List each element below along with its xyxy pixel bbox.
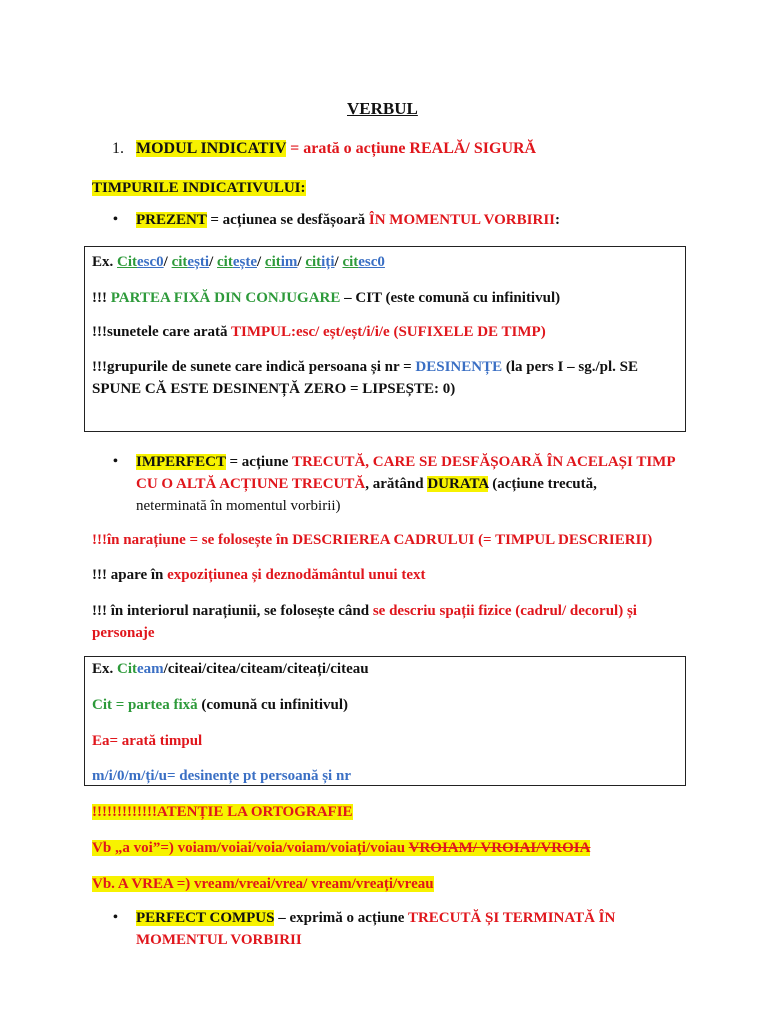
perfect-red1: TRECUTĂ ȘI TERMINATĂ ÎN bbox=[407, 910, 616, 926]
note-4: personaje bbox=[92, 625, 155, 641]
verb-stem: cit bbox=[171, 254, 188, 270]
box1-line2-rest: – CIT (este comună cu infinitivul) bbox=[340, 290, 561, 306]
vb-a-voi bbox=[92, 838, 590, 858]
imperfect-text3: (acțiune trecută, bbox=[488, 476, 597, 492]
note-2-prefix: !!! apare în bbox=[92, 567, 168, 583]
mod-sep: = bbox=[286, 140, 304, 157]
verb-stem: cit bbox=[305, 254, 322, 270]
vb-a-vrea bbox=[92, 874, 434, 894]
perfect-line2: MOMENTUL VORBIRII bbox=[136, 932, 302, 948]
form-separator: / bbox=[209, 254, 218, 270]
imperfect-line2 bbox=[136, 474, 597, 494]
imperfect-text2: , arătând bbox=[365, 476, 428, 492]
mod-desc: arată o acțiune bbox=[303, 140, 410, 157]
perfect-text: – exprimă o acțiune bbox=[274, 910, 408, 926]
box2-line3: Ea= arată timpul bbox=[92, 733, 203, 749]
box1-ex-line bbox=[92, 252, 385, 272]
note-1: !!!în narațiune = se folosește în DESCRIEREA CADRULUI (= TIMPUL DESCRIERII) bbox=[92, 532, 653, 548]
verb-ending: esc0 bbox=[137, 254, 164, 270]
imperfect-line3: neterminată în momentul vorbirii) bbox=[136, 498, 341, 514]
page-title: VERBUL bbox=[347, 99, 418, 118]
prezent-colon: : bbox=[555, 212, 560, 228]
mod-desc-red: REALĂ/ SIGURĂ bbox=[409, 140, 537, 157]
box2-line4: m/i/0/m/ți/u= desinențe pt persoană și nr bbox=[92, 768, 351, 784]
mod-name: MODUL INDICATIV bbox=[136, 140, 287, 157]
perfect-label: PERFECT COMPUS bbox=[136, 910, 275, 926]
box1-line4-rest: (la pers I – sg./pl. SE bbox=[502, 359, 638, 375]
box1-line3-red: TIMPUL:esc/ eșt/eșt/i/i/e (SUFIXELE DE TIMP) bbox=[230, 324, 546, 340]
timpuri-label: TIMPURILE INDICATIVULUI: bbox=[92, 180, 306, 196]
list-number: 1. bbox=[112, 140, 124, 157]
vb2-text: Vb. A VREA =) vream/vreai/vrea/ vream/vreați/vreau bbox=[92, 876, 434, 892]
box1-line4 bbox=[92, 357, 638, 377]
note-3-red: se descriu spații fizice (cadrul/ decorul) și bbox=[372, 603, 637, 619]
box2-line2 bbox=[92, 695, 348, 715]
imperfect-text1: = acțiune bbox=[225, 454, 292, 470]
imperfect-red2: CU O ALTĂ ACȚIUNE TRECUTĂ bbox=[136, 476, 366, 492]
form-separator: / bbox=[334, 254, 343, 270]
box1-line3-prefix: !!!sunetele care arată bbox=[92, 324, 231, 340]
note-3 bbox=[92, 601, 637, 621]
verb-ending: ești bbox=[187, 254, 210, 270]
box1-line4-blue: DESINENȚE bbox=[415, 359, 503, 375]
atentie-heading bbox=[92, 802, 353, 822]
box2-ex-prefix: Ex. bbox=[92, 661, 118, 677]
box2-line2-rest: (comună cu infinitivul) bbox=[197, 697, 349, 713]
note-2 bbox=[92, 565, 426, 585]
imperfect-label: IMPERFECT bbox=[136, 454, 226, 470]
vb1-strike: VROIAM/ VROIAI/VROIA bbox=[408, 840, 591, 856]
box1-forms bbox=[117, 254, 385, 270]
note-2-red: expozițiunea și deznodământul unui text bbox=[167, 567, 426, 583]
verb-ending: ește bbox=[232, 254, 257, 270]
box2-ex-line bbox=[92, 659, 369, 679]
box1-line5: SPUNE CĂ ESTE DESINENȚĂ ZERO = LIPSEȘTE: 0) bbox=[92, 381, 456, 397]
verb-stem: cit bbox=[264, 254, 281, 270]
imperfect-red1: TRECUTĂ, CARE SE DESFĂȘOARĂ ÎN ACELAȘI TIMP bbox=[291, 454, 676, 470]
verb-stem: cit bbox=[217, 254, 233, 270]
box2-stem: Cit bbox=[117, 661, 138, 677]
box2-rest: /citeai/citea/citeam/citeați/citeau bbox=[163, 661, 369, 677]
bullet-icon: • bbox=[113, 212, 118, 227]
form-separator: / bbox=[163, 254, 172, 270]
note-3-prefix: !!! în interiorul narațiunii, se folosește când bbox=[92, 603, 373, 619]
verb-ending: esc0 bbox=[358, 254, 385, 270]
prezent-label: PREZENT bbox=[136, 212, 207, 228]
box1-line4-prefix: !!!grupurile de sunete care indică persoana și nr = bbox=[92, 359, 416, 375]
timpuri-heading bbox=[92, 178, 306, 198]
prezent-text: = acțiunea se desfășoară bbox=[206, 212, 369, 228]
imperfect-line1 bbox=[136, 452, 676, 472]
verb-stem: Cit bbox=[117, 254, 138, 270]
bullet-icon: • bbox=[113, 454, 118, 469]
verb-ending: im bbox=[280, 254, 298, 270]
box1-line2 bbox=[92, 288, 560, 308]
form-separator: / bbox=[297, 254, 306, 270]
imperfect-durata: DURATA bbox=[427, 476, 489, 492]
perfect-line1 bbox=[136, 908, 615, 928]
box1-line3 bbox=[92, 322, 546, 342]
box1-line2-green: PARTEA FIXĂ DIN CONJUGARE bbox=[110, 290, 341, 306]
box1-line2-prefix: !!! bbox=[92, 290, 111, 306]
mod-indicativ-heading bbox=[112, 140, 536, 158]
box1-ex-prefix: Ex. bbox=[92, 254, 118, 270]
box2-end: eam bbox=[137, 661, 164, 677]
prezent-red: ÎN MOMENTUL VORBIRII bbox=[368, 212, 555, 228]
bullet-icon: • bbox=[113, 910, 118, 925]
atentie-label: !!!!!!!!!!!!!ATENȚIE LA ORTOGRAFIE bbox=[92, 804, 353, 820]
verb-ending: iți bbox=[321, 254, 335, 270]
prezent-line bbox=[136, 210, 560, 230]
form-separator: / bbox=[257, 254, 265, 270]
box2-line2-green: Cit = partea fixă bbox=[92, 697, 198, 713]
vb1-text: Vb „a voi”=) voiam/voiai/voia/voiam/voiați/voiau bbox=[92, 840, 409, 856]
verb-stem: cit bbox=[342, 254, 359, 270]
